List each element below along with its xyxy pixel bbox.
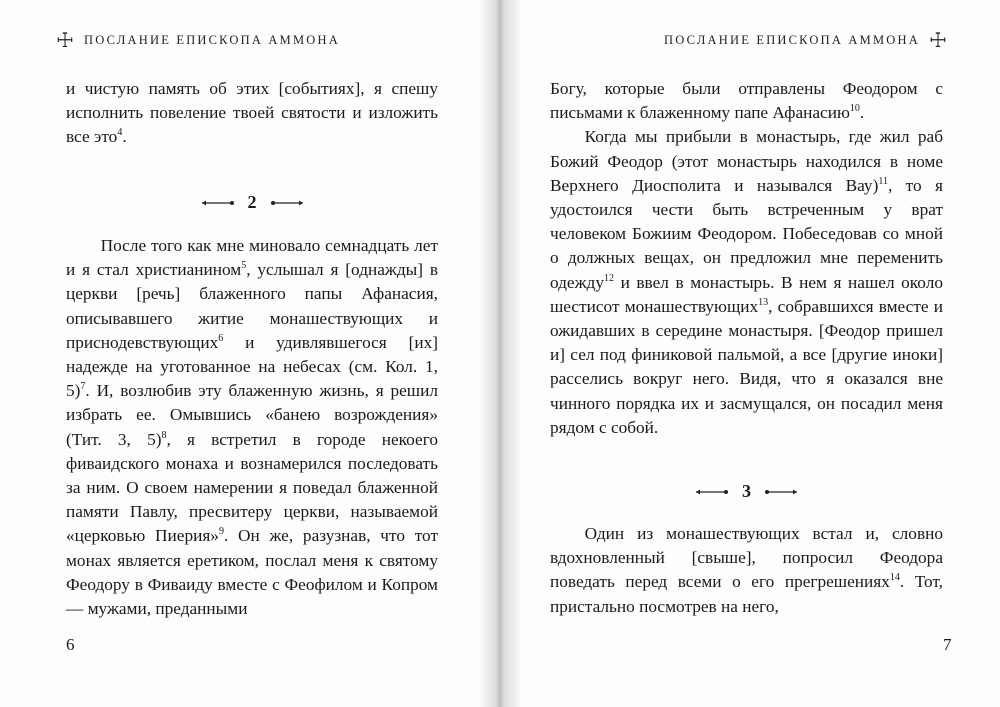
footnote-ref[interactable]: 4 (117, 127, 123, 139)
right-page (509, 0, 1000, 707)
ornament-right-icon (271, 198, 305, 208)
section-number: 2 (247, 192, 257, 212)
paragraph: Богу, которые были отправлены Феодором с письмами к блаженному папе Афанасию$^{10}$. (550, 79, 943, 123)
footnote-ref[interactable]: 9 (218, 526, 224, 538)
left-page (0, 0, 491, 707)
footnote-ref[interactable]: 14 (889, 572, 900, 584)
paragraph: После того как мне миновало семнадцать лет и я стал христианином$^5$, услышал я [однажды] в церкви [речь] блаженного папы Афанасия, описывавшего житие монашествующих и приснодевствующих$^6$ и удивлявшегося [их] надежде на уготованное на небесах (см. Кол. 1, 5)$^7$. И, возлюбив эту блаженную жизнь, я решил избрать ее. Омывшись «банею возрождения» (Тит. 3, 5)$^8$, я встретил в городе некоего фиваидского монаха и вознамерился последовать за ним. О своем намерении я поведал блаженной памяти Павлу, пресвитеру церкви, называемой «церковью Пиерия»$^9$. Он же, разузнав, что тот монах является еретиком, послал меня к святому Феодору в Фиваиду вместе с Феофилом и Копром — мужами, преданными (66, 236, 438, 619)
ornament-left-icon (694, 487, 728, 497)
footnote-ref[interactable]: 8 (161, 429, 167, 441)
footnote-ref[interactable]: 12 (603, 272, 614, 284)
footnote-ref[interactable]: 6 (218, 333, 224, 345)
text-block-bottom (550, 522, 943, 619)
section-number: 3 (742, 481, 751, 501)
footnote-ref[interactable]: 10 (849, 103, 860, 115)
paragraph: Один из монашествующих встал и, словно вдохновленный [свыше], попросил Феодора поведать перед всеми о его прегрешениях$^{14}$. Тот, пристально посмотрев на него, (550, 524, 943, 616)
text-block-top (550, 77, 943, 440)
cross-icon: ☩ (56, 30, 74, 52)
running-head: ПОСЛАНИЕ ЕПИСКОПА АММОНА (664, 33, 920, 47)
book-gutter (478, 0, 522, 707)
paragraph: и чистую память об этих [событиях], я спешу исполнить повеление твоей святости и изложить все это$^4$. (66, 79, 438, 147)
footnote-ref[interactable]: 7 (80, 381, 86, 393)
footnote-ref[interactable]: 5 (241, 260, 247, 272)
footnote-ref[interactable]: 11 (878, 176, 888, 188)
page-number: 6 (66, 635, 75, 654)
section-heading (550, 481, 943, 502)
footnote-ref[interactable]: 13 (758, 297, 769, 309)
section-heading (66, 192, 438, 213)
ornament-left-icon (200, 198, 234, 208)
ornament-right-icon (765, 487, 799, 497)
text-block-top (66, 77, 438, 150)
cross-icon: ☩ (929, 30, 947, 52)
text-block-main (66, 234, 438, 621)
paragraph: Когда мы прибыли в монастырь, где жил раб Божий Феодор (этот монастырь находился в номе Верхнего Диосполита и назывался Вау)$^{11}$, то я удостоился чести быть встреченным у врат человеком Божиим Феодором. Побеседовав со мной о должных вещах, он предложил мне переменить одежду$^{12}$ и ввел в монастырь. В нем я нашел около шестисот монашествующих$^{13}$, собравшихся вместе и ожидавших в середине монастыря. [Феодор пришел и] сел под финиковой пальмой, а все [другие иноки] расселись вокруг него. Видя, что я оказался вне чинного порядка их и засмущался, он посадил меня рядом с собой. (550, 127, 943, 437)
page-number: 7 (943, 635, 952, 654)
running-head: ПОСЛАНИЕ ЕПИСКОПА АММОНА (84, 33, 340, 47)
